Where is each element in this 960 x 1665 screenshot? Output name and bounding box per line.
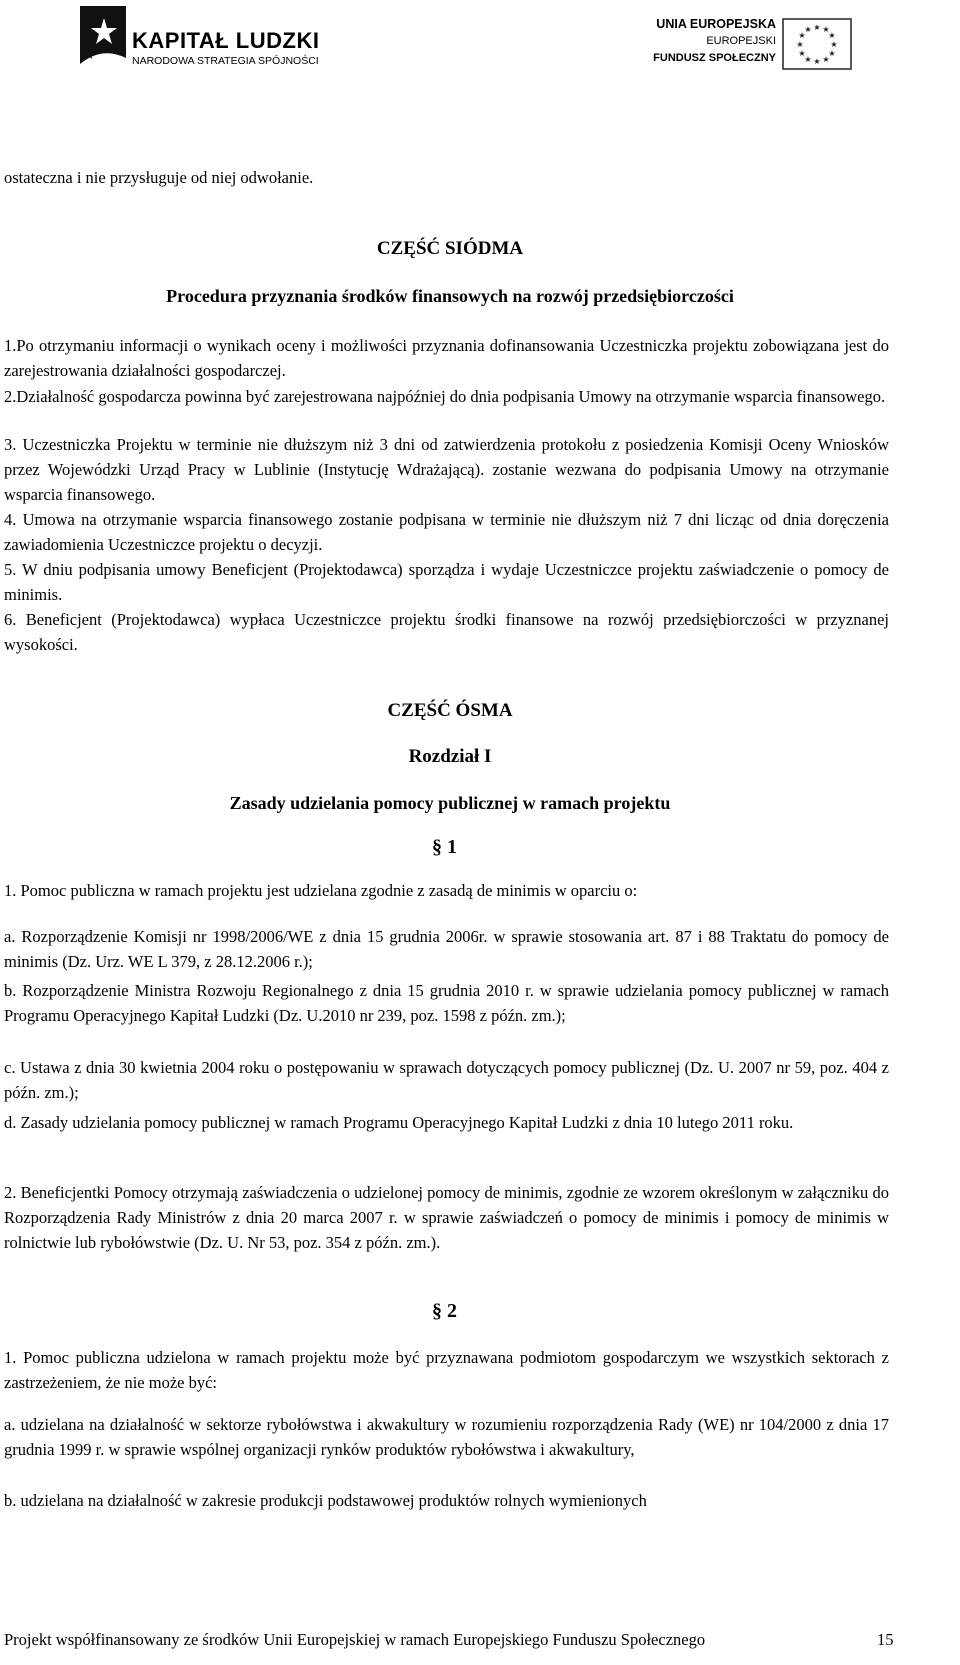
s1-paragraph-2: 2. Beneficjentki Pomocy otrzymają zaświadczenia o udzielonej pomocy de minimis, zgodnie ze wzorem określonym w załączniku do Rozporządzenia Rady Ministrów z dnia 20 marca 2007 r. w sprawie zaświadczeń o pomocy de minimis i pomocy de minimis w rolnictwie lub rybołówstwie (Dz. U. Nr 53, poz. 354 z późn. zm.).	[4, 1183, 889, 1252]
eu-line-2: EUROPEJSKI	[706, 35, 776, 47]
s2-item-a: a. udzielana na działalność w sektorze rybołówstwa i akwakultury w rozumieniu rozporządzenia Rady (WE) nr 104/2000 z dnia 17 grudnia 1999 r. w sprawie wspólnej organizacji rynków produktów rybołówstwa i akwakultury,	[4, 1415, 889, 1459]
kapital-ludzki-logo	[72, 6, 332, 70]
s2-paragraph-1: 1. Pomoc publiczna udzielona w ramach projektu może być przyznawana podmiotom gospodarczym we wszystkich sektorach z zastrzeżeniem, że nie może być:	[4, 1348, 889, 1392]
intro-line: ostateczna i nie przysługuje od niej odwołanie.	[4, 168, 314, 187]
svg-text:★: ★	[798, 31, 806, 40]
s1-item-d: d. Zasady udzielania pomocy publicznej w ramach Programu Operacyjnego Kapitał Ludzki z dnia 10 lutego 2011 roku.	[4, 1113, 794, 1132]
svg-text:★: ★	[804, 55, 812, 64]
section-2-heading: § 2	[432, 1300, 457, 1322]
s1-item-a: a. Rozporządzenie Komisji nr 1998/2006/WE z dnia 15 grudnia 2006r. w sprawie stosowania art. 87 i 88 Traktatu do pomocy de minimis (Dz. Urz. WE L 379, z 28.12.2006 r.);	[4, 927, 889, 971]
eu-line-3: FUNDUSZ SPOŁECZNY	[653, 52, 776, 64]
svg-text:★: ★	[813, 57, 821, 66]
chapter1-title: Rozdział I	[408, 746, 492, 767]
paragraph-6: 6. Beneficjent (Projektodawca) wypłaca Uczestniczce projektu środki finansowe na rozwój przedsiębiorczości w przyznanej wysokości.	[4, 610, 889, 654]
kapital-ludzki-star-mark-icon	[72, 6, 126, 70]
eu-logo-text	[653, 16, 776, 67]
page-header	[0, 0, 960, 80]
svg-text:★: ★	[828, 31, 836, 40]
s1-item-c: c. Ustawa z dnia 30 kwietnia 2004 roku o postępowaniu w sprawach dotyczących pomocy publicznej (Dz. U. 2007 nr 59, poz. 404 z późn. zm.);	[4, 1058, 889, 1102]
footer-text: Projekt współfinansowany ze środków Unii Europejskiej w ramach Europejskiego Funduszu Społecznego	[4, 1630, 706, 1649]
svg-text:★: ★	[822, 25, 830, 34]
part7-subtitle: Procedura przyznania środków finansowych na rozwój przedsiębiorczości	[166, 286, 734, 306]
page-number: 15	[877, 1630, 894, 1649]
eu-line-1: UNIA EUROPEJSKA	[656, 17, 776, 31]
paragraph-1: 1.Po otrzymaniu informacji o wynikach oceny i możliwości przyznania dofinansowania Uczestniczka projektu zobowiązana jest do zarejestrowania działalności gospodarczej.	[4, 336, 889, 380]
svg-text:★: ★	[813, 23, 821, 32]
kapital-ludzki-subtitle: NARODOWA STRATEGIA SPÓJNOŚCI	[132, 55, 319, 67]
s1-paragraph-1: 1. Pomoc publiczna w ramach projektu jest udzielana zgodnie z zasadą de minimis w oparciu o:	[4, 881, 638, 900]
svg-text:★: ★	[798, 49, 806, 58]
paragraph-3: 3. Uczestniczka Projektu w terminie nie dłuższym niż 3 dni od zatwierdzenia protokołu z posiedzenia Komisji Oceny Wniosków przez Wojewódzki Urząd Pracy w Lublinie (Instytucję Wdrażającą). zostanie wezwana do podpisania Umowy na otrzymanie wsparcia finansowego.	[4, 435, 889, 504]
kapital-ludzki-title: KAPITAŁ LUDZKI	[132, 28, 320, 53]
svg-text:★: ★	[830, 40, 838, 49]
s1-item-b: b. Rozporządzenie Ministra Rozwoju Regionalnego z dnia 15 grudnia 2010 r. w sprawie udzielania pomocy publicznej w ramach Programu Operacyjnego Kapitał Ludzki (Dz. U.2010 nr 239, poz. 1598 z późn. zm.);	[4, 981, 889, 1025]
eu-flag-icon	[782, 18, 852, 70]
paragraph-5: 5. W dniu podpisania umowy Beneficjent (Projektodawca) sporządza i wydaje Uczestniczce projektu zaświadczenie o pomocy de minimis.	[4, 560, 889, 604]
svg-text:★: ★	[796, 40, 804, 49]
paragraph-2: 2.Działalność gospodarcza powinna być zarejestrowana najpóźniej do dnia podpisania Umowy na otrzymanie wsparcia finansowego.	[4, 387, 886, 406]
section-1-heading: § 1	[432, 836, 457, 858]
chapter1-subtitle: Zasady udzielania pomocy publicznej w ramach projektu	[229, 793, 671, 813]
part8-title: CZĘŚĆ ÓSMA	[387, 700, 513, 721]
page-footer	[4, 1630, 904, 1650]
s2-item-b: b. udzielana na działalność w zakresie produkcji podstawowej produktów rolnych wymienionych	[4, 1491, 647, 1510]
part7-title: CZĘŚĆ SIÓDMA	[376, 238, 524, 259]
paragraph-4: 4. Umowa na otrzymanie wsparcia finansowego zostanie podpisana w terminie nie dłuższym niż 7 dni licząc od dnia doręczenia zawiadomienia Uczestniczce projektu o decyzji.	[4, 510, 889, 554]
svg-text:★: ★	[822, 55, 830, 64]
svg-text:★: ★	[804, 25, 812, 34]
svg-text:★: ★	[828, 49, 836, 58]
eu-logo	[628, 16, 888, 76]
